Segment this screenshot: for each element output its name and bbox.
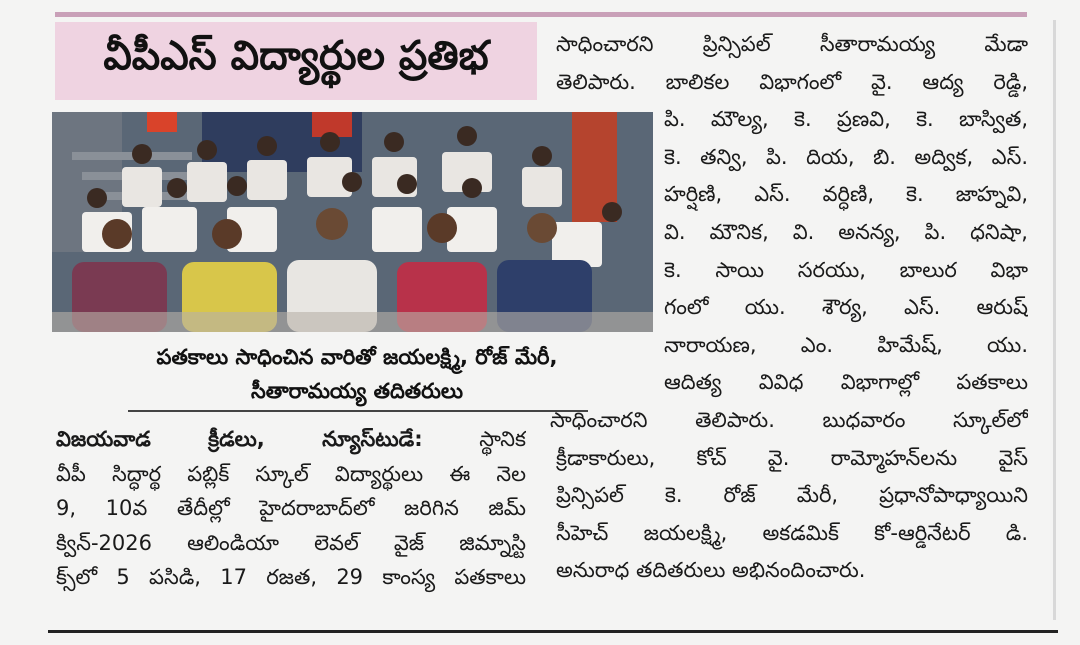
- article-line: క్రీడాకారులు, కోచ్ వై. రామ్మోహన్‌లను వైస్: [556, 445, 1028, 470]
- article-line: హర్షిణి, ఎస్. వర్ధిణి, కె. జాహ్నవి,: [664, 182, 1028, 207]
- article-line: సీహెచ్ జయలక్ష్మి, అకడమిక్ కో-ఆర్డినేటర్ డి.: [556, 520, 1028, 545]
- article-line: సాధించారని తెలిపారు. బుధవారం స్కూల్‌లో: [550, 407, 1028, 432]
- article-line: కె. సాయి సరయు, బాలుర విభా: [664, 257, 1028, 282]
- article-line: వి. మౌనిక, వి. అనన్య, పి. ధనిషా,: [664, 219, 1028, 244]
- article-right-column: [550, 26, 1028, 590]
- article-line: వీపీ సిద్ధార్థ పబ్లిక్ స్కూల్ విద్యార్థులు ఈ నెల: [56, 461, 526, 486]
- article-line: 9, 10వ తేదీల్లో హైదరాబాద్‌లో జరిగిన జిమ్: [56, 496, 526, 520]
- article-line: క్స్‌లో 5 పసిడి, 17 రజత, 29 కాంస్య పతకాలు: [56, 565, 526, 589]
- article-line: ప్రిన్సిపల్ కె. రోజ్ మేరీ, ప్రధానోపాధ్యాయిని: [556, 483, 1028, 508]
- article-line: నారాయణ, ఎం. హిమేష్, యు.: [664, 332, 1028, 357]
- headline-box: [55, 22, 537, 100]
- article-line: అనురాధ తదితరులు అభినందించారు.: [556, 558, 866, 583]
- article-line: [56, 422, 526, 457]
- page-edge: [1053, 20, 1056, 620]
- article-line: గంలో యు. శౌర్య, ఎస్. ఆరుష్: [664, 295, 1028, 320]
- dateline-rest: స్థానిక: [422, 427, 526, 451]
- article-line: తెలిపారు. బాలికల విభాగంలో వై. ఆద్య రెడ్డి,: [556, 69, 1028, 94]
- dateline: విజయవాడ క్రీడలు, న్యూస్‌టుడే:: [56, 427, 423, 451]
- article-line: కె. తన్వి, పి. దియ, బి. అద్విక, ఎస్.: [664, 144, 1028, 169]
- article-line: క్విన్-2026 ఆలిండియా లెవల్ వైజ్ జిమ్నాస్టి: [56, 530, 526, 555]
- top-rule: [55, 12, 1027, 17]
- article-line: పి. మౌల్య, కె. ప్రణవి, కె. బాస్విత,: [664, 107, 1028, 132]
- article-line: ఆదిత్య వివిధ విభాగాల్లో పతకాలు: [664, 370, 1028, 395]
- caption-rule: [128, 410, 588, 412]
- headline: వీపీఎస్ విద్యార్థుల ప్రతిభ: [103, 33, 489, 79]
- article-line: సాధించారని ప్రిన్సిపల్ సీతారామయ్య మేడా: [556, 32, 1028, 56]
- bottom-rule: [48, 630, 1058, 633]
- article-left-column: [56, 422, 526, 595]
- caption-line-2: సీతారామయ్య తదితరులు: [250, 379, 464, 403]
- caption-line-1: పతకాలు సాధించిన వారితో జయలక్ష్మి, రోజ్ మేరీ,: [156, 345, 558, 369]
